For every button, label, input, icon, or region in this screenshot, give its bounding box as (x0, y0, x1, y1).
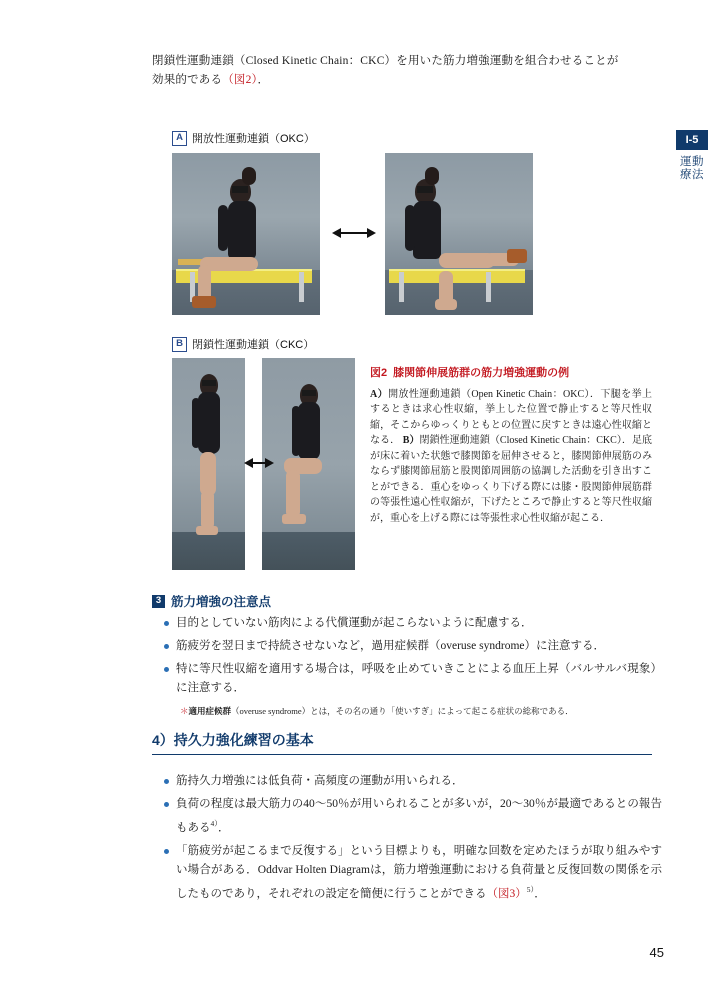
intro-paragraph (152, 52, 652, 90)
list-item-tail: ． (218, 821, 230, 834)
figure-3-reference[interactable]: （図3） (486, 887, 527, 900)
person-torso (413, 201, 441, 259)
section-3-footnote (180, 705, 635, 718)
person-torso (228, 201, 256, 259)
side-tab-label-text: 運動療法 (680, 156, 704, 181)
figure-caption-number: 図2 (370, 367, 388, 379)
panel-b-letter: B (172, 337, 187, 352)
figure-caption-a-text: 開放性運動連鎖（Open Kinetic Chain：OKC）．下腿を挙上するときは求心性収縮，挙上した位置で静止すると等尺性収縮，そこからゆっくりともとの位置に戻すときは遠心性収縮となる． (370, 388, 653, 446)
person-torso (298, 402, 320, 460)
intro-line-2 (152, 71, 652, 90)
list-item (162, 842, 662, 904)
intro-line-1: 閉鎖性運動連鎖（Closed Kinetic Chain：CKC）を用いた筋力増強運動を組合わせることが (152, 55, 619, 67)
figure-2-reference[interactable]: （図2） (222, 74, 258, 86)
person-arm (218, 205, 228, 251)
footnote-text: （overuse syndrome）とは，その名の通り「使いすぎ」によって起こる症状の総称である． (231, 706, 574, 716)
list-item-text: 「筋疲労が起こるまで反復する」という目標よりも，明確な回数を定めたほうが取り組みやすい場合がある．Oddvar Holten Diagramは，筋力増強運動における負荷量と反復回数の関係を示したものであり，それぞれの設定を簡便に行うことができる (176, 844, 662, 900)
person-eye-mask (417, 186, 433, 193)
footnote-term: 適用症候群 (188, 706, 232, 716)
person-arm (192, 398, 200, 448)
page-number: 45 (649, 945, 664, 960)
figure-caption-a-key: A） (370, 388, 389, 400)
person-eye-mask (302, 390, 316, 396)
bench-leg (399, 272, 404, 302)
reference-marker: 5） (526, 884, 535, 894)
person-lower-leg (201, 490, 214, 530)
section-3-title: 筋力増強の注意点 (171, 595, 272, 609)
panel-a-title: 開放性運動連鎖（OKC） (192, 133, 315, 145)
panel-b-label (172, 336, 314, 352)
person-shoe (507, 249, 527, 263)
side-tab-code: I-5 (676, 130, 708, 150)
person-hair (242, 167, 256, 185)
bench-leg (299, 272, 304, 302)
section-3-heading (152, 592, 271, 610)
list-item: 目的としていない筋肉による代償運動が起こらないように配慮する． (162, 614, 662, 633)
figure-caption-b-key: B） (402, 435, 420, 446)
panel-b-double-arrow (252, 462, 266, 464)
side-tab-label (676, 150, 708, 182)
list-item (162, 795, 662, 838)
bench-leg (486, 272, 491, 302)
person-torso (198, 392, 220, 454)
figure-caption-title (370, 366, 652, 382)
therapy-bench (389, 269, 525, 283)
list-item-text: 負荷の程度は最大筋力の40〜50％が用いられることが多いが，20〜30％が最適であるとの報告もある (176, 798, 662, 834)
section-4-heading: 4）持久力強化練習の基本 (152, 730, 652, 755)
photo-okc-start (172, 153, 320, 315)
person-hair (425, 167, 439, 185)
panel-b-title: 閉鎖性運動連鎖（CKC） (192, 339, 315, 351)
section-3-bullet-list (162, 614, 662, 702)
panel-a-letter: A (172, 131, 187, 146)
section-3-number: 3 (152, 595, 165, 608)
photo-floor (262, 532, 355, 570)
figure-caption-heading: 膝関節伸展筋群の筋力増強運動の例 (393, 367, 570, 379)
figure-caption-a (370, 387, 652, 527)
person-eye-mask (202, 380, 216, 386)
person-arm (292, 406, 300, 456)
figure-caption-b-text: 閉鎖性運動連鎖（Closed Kinetic Chain：CKC）．足底が床に着いた状態で膝関節を屈伸させると，膝関節伸展筋のみならず膝関節屈筋と股関節周囲筋の協調した活動を引き出すことができる．重心をゆっくり下げる際には膝・股関節伸展筋群の等張性遠心性収縮が，下げたところで静止すると等尺性収縮が，重心を上げる際には等張性求心性収縮が起こる． (370, 435, 653, 524)
panel-a-double-arrow (340, 232, 368, 234)
person-shoe (192, 296, 216, 308)
person-arm (405, 205, 415, 251)
photo-okc-extended (385, 153, 533, 315)
person-foot (435, 299, 457, 310)
intro-line-2-suffix: ． (257, 74, 270, 86)
photo-floor (172, 532, 245, 570)
figure-caption (370, 366, 652, 526)
person-foot (196, 526, 218, 535)
reference-marker: 4） (210, 819, 218, 828)
person-eye-mask (232, 186, 248, 193)
list-item: 特に等尺性収縮を適用する場合は，呼吸を止めていきことによる血圧上昇（バルサルバ現象）に注意する． (162, 660, 662, 698)
side-tab (676, 130, 708, 182)
intro-line-2-prefix: 効果的である (152, 74, 223, 86)
photo-ckc-squat (262, 358, 355, 570)
person-lower-leg (286, 470, 300, 518)
person-foot (282, 514, 306, 524)
footnote-star: ＊ (180, 706, 189, 716)
list-item: 筋持久力増強には低負荷・高頻度の運動が用いられる． (162, 772, 662, 791)
photo-ckc-standing (172, 358, 245, 570)
section-4-bullet-list (162, 772, 662, 908)
panel-a-label (172, 130, 315, 146)
list-item: 筋疲労を翌日まで持続させないなど，過用症候群（overuse syndrome）に注意する． (162, 637, 662, 656)
list-item-tail: ． (534, 887, 546, 900)
